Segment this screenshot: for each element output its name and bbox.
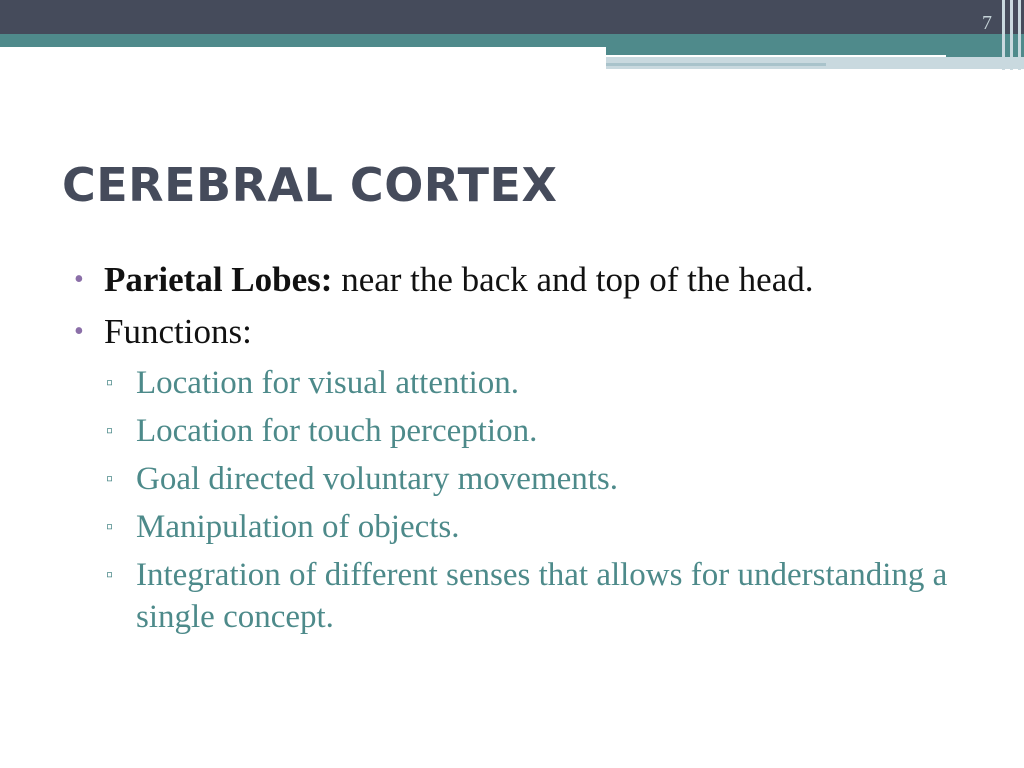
sub-bullet-item — [72, 458, 952, 500]
slide-body — [72, 258, 952, 644]
bullet-item — [72, 258, 952, 302]
header-accent-line — [606, 63, 826, 66]
sub-bullet-text: Manipulation of objects. — [136, 509, 460, 545]
vertical-line — [1002, 0, 1005, 70]
sub-bullet-item — [72, 410, 952, 452]
sub-bullet-text: Location for visual attention. — [136, 365, 520, 401]
sub-bullet-text: Goal directed voluntary movements. — [136, 461, 619, 497]
square-bullet-icon: ▫ — [106, 564, 114, 586]
sub-bullet-list — [72, 362, 952, 638]
square-bullet-icon: ▫ — [106, 516, 114, 538]
bullet-icon: • — [74, 316, 84, 347]
bullet-icon: • — [74, 264, 84, 295]
bullet-text: Functions: — [104, 312, 252, 351]
square-bullet-icon: ▫ — [106, 372, 114, 394]
sub-bullet-item — [72, 362, 952, 404]
sub-bullet-text: Location for touch perception. — [136, 413, 538, 449]
square-bullet-icon: ▫ — [106, 420, 114, 442]
sub-bullet-text: Integration of different senses that allows for understanding a single concept. — [136, 557, 948, 635]
header-band-dark — [0, 0, 1024, 34]
header-vertical-lines — [1000, 0, 1024, 70]
sub-bullet-item — [72, 554, 952, 638]
sub-bullet-item — [72, 506, 952, 548]
header-band-teal — [0, 34, 1024, 47]
slide-number: 7 — [982, 12, 992, 34]
slide-title: CEREBRAL CORTEX — [62, 158, 558, 212]
bullet-text: near the back and top of the head. — [332, 260, 814, 299]
bullet-term: Parietal Lobes: — [104, 260, 333, 299]
vertical-line — [1010, 0, 1013, 70]
vertical-line — [1018, 0, 1021, 70]
square-bullet-icon: ▫ — [106, 468, 114, 490]
header-divider-line — [606, 55, 946, 57]
bullet-item — [72, 310, 952, 354]
